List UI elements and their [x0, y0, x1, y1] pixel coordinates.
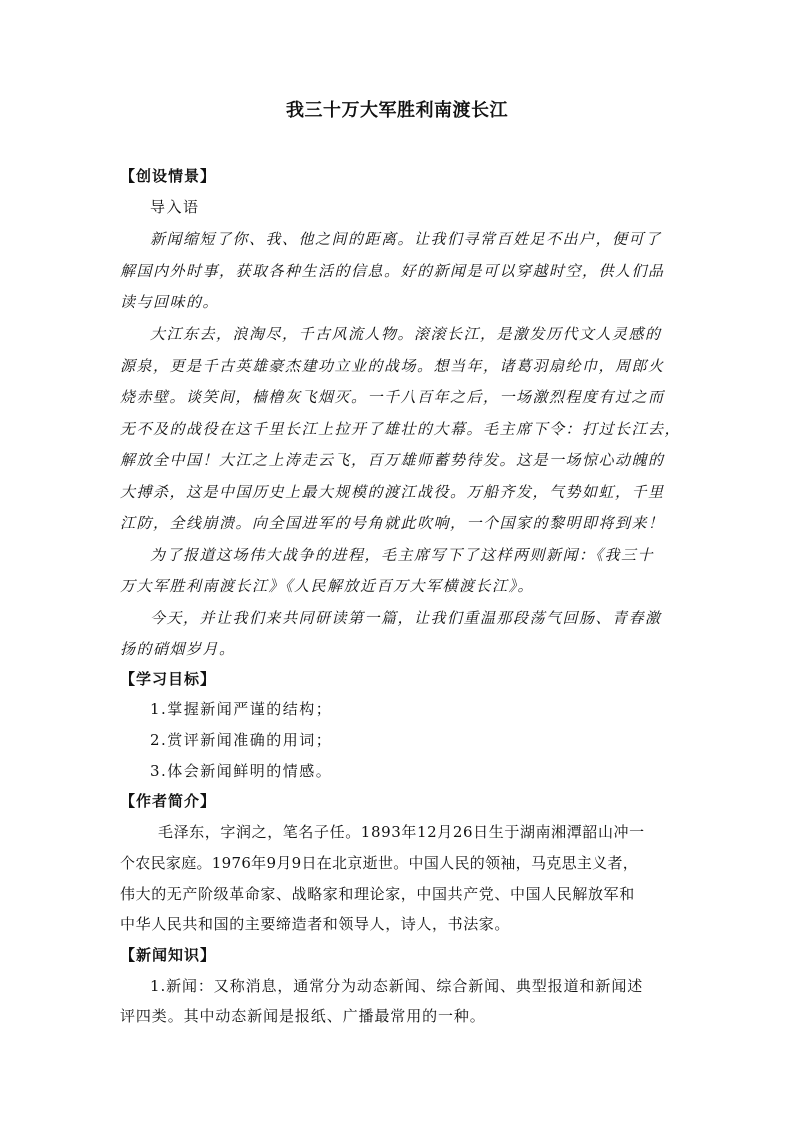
author-line: 伟大的无产阶级革命家、战略家和理论家，中国共产党、中国人民解放军和 — [120, 885, 635, 903]
section-heading-goals: 【学习目标】 — [120, 670, 217, 688]
author-line: 中华人民共和国的主要缔造者和领导人，诗人，书法家。 — [120, 915, 511, 933]
paragraph-line: 烧赤壁。谈笑间，樯橹灰飞烟灭。一千八百年之后，一场激烈程度有过之而 — [120, 388, 665, 406]
paragraph-line: 江防，全线崩溃。向全国进军的号角就此吹响，一个国家的黎明即将到来！ — [120, 514, 665, 532]
paragraph-line: 为了报道这场伟大战争的进程，毛主席写下了这样两则新闻：《我三十 — [150, 546, 655, 564]
goal-item: 1.掌握新闻严谨的结构； — [150, 700, 333, 718]
paragraph-line: 解国内外时事，获取各种生活的信息。好的新闻是可以穿越时空，供人们品 — [120, 262, 665, 280]
news-line: 1.新闻：又称消息，通常分为动态新闻、综合新闻、典型报道和新闻述 — [150, 977, 644, 995]
paragraph-line: 大搏杀，这是中国历史上最大规模的渡江战役。万船齐发，气势如虹，千里 — [120, 483, 665, 501]
news-line: 评四类。其中动态新闻是报纸、广播最常用的一种。 — [120, 1007, 486, 1025]
page-title: 我三十万大军胜利南渡长江 — [286, 100, 508, 121]
section-heading-news: 【新闻知识】 — [120, 946, 217, 964]
paragraph-line: 读与回味的。 — [120, 293, 220, 311]
paragraph-line: 新闻缩短了你、我、他之间的距离。让我们寻常百姓足不出户，便可了 — [150, 230, 662, 248]
goal-item: 2.赏评新闻准确的用词； — [150, 731, 333, 749]
paragraph-line: 解放全中国！大江之上涛走云飞，百万雄师蓄势待发。这是一场惊心动魄的 — [120, 451, 665, 469]
intro-label: 导入语 — [150, 198, 200, 216]
paragraph-line: 扬的硝烟岁月。 — [120, 640, 236, 658]
paragraph-line: 今天，并让我们来共同研读第一篇，让我们重温那段荡气回肠、青春激 — [150, 609, 662, 627]
paragraph-line: 源泉，更是千古英雄豪杰建功立业的战场。想当年，诸葛羽扇纶巾，周郎火 — [120, 357, 665, 375]
author-line: 个农民家庭。1976年9月9日在北京逝世。中国人民的领袖，马克思主义者， — [120, 854, 639, 872]
paragraph-line: 万大军胜利南渡长江》《人民解放近百万大军横渡长江》。 — [120, 577, 535, 595]
paragraph-line: 大江东去，浪淘尽，千古风流人物。滚滚长江，是激发历代文人灵感的 — [150, 325, 662, 343]
section-heading-author: 【作者简介】 — [120, 792, 217, 810]
paragraph-line: 无不及的战役在这千里长江上拉开了雄壮的大幕。毛主席下令：打过长江去， — [120, 420, 682, 438]
author-line: 毛泽东，字润之，笔名子任。1893年12月26日生于湖南湘潭韶山冲一 — [158, 823, 645, 841]
goal-item: 3.体会新闻鲜明的情感。 — [150, 762, 333, 780]
section-heading-situation: 【创设情景】 — [120, 167, 217, 185]
